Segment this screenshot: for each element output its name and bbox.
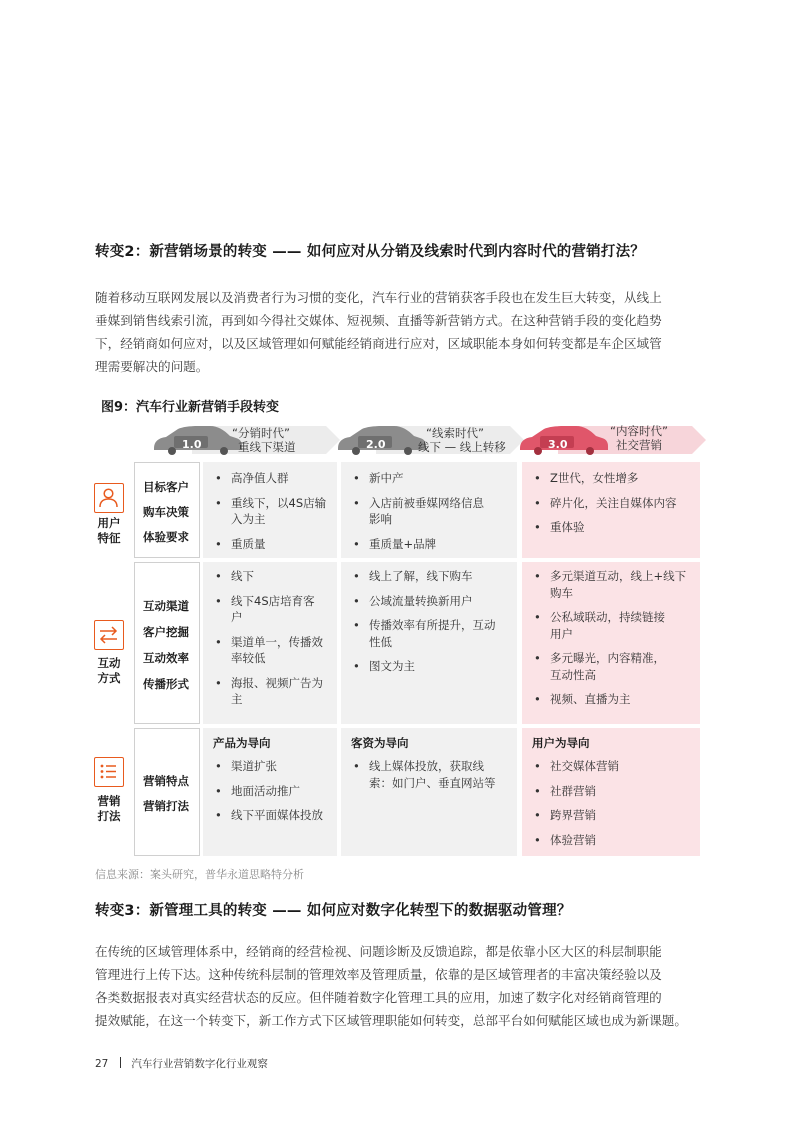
cell-era2-user [341,462,517,558]
section3-paragraph [95,940,703,1032]
footer-divider [120,1057,121,1068]
era-subtitle: 线下 — 线上转移 [418,440,506,454]
bullet-item: • 线下 [213,568,323,585]
cell-era3-interaction [522,562,700,724]
bullet-item: • 重线下，以4S店输入为主 [213,495,331,528]
bullet-item: • 社交媒体营销 [532,758,694,775]
para-line: 随着移动互联网发展以及消费者行为习惯的变化，汽车行业的营销获客手段也在发生巨大转变，从线上 [95,290,662,305]
figure-source: 信息来源：案头研究，普华永道思略特分析 [95,868,304,881]
para-line: 各类数据报表对真实经营状态的反应。但伴随着数字化管理工具的应用，加速了数字化对经销商管理的 [95,990,662,1005]
section2-paragraph [95,286,703,378]
era-header-2 [336,424,526,456]
bullet-item: • 重体验 [532,519,694,536]
para-line: 在传统的区域管理体系中，经销商的经营检视、问题诊断及反馈追踪，都是依靠小区大区的科层制职能 [95,944,662,959]
cell-era3-user [522,462,700,558]
exchange-icon-box [94,620,124,650]
dimension-item: 传播形式 [143,677,189,691]
para-line: 提效赋能，在这一个转变下，新工作方式下区域管理职能如何转变，总部平台如何赋能区域也成为新课题。 [95,1013,687,1028]
dimension-item: 目标客户 [143,480,189,494]
bullet-item: • 重质量 [213,536,331,553]
bullet-item: • 渠道单一，传播效率较低 [213,634,323,667]
section3-heading: 转变3：新管理工具的转变 —— 如何应对数字化转型下的数据驱动管理？ [95,903,572,919]
figure-title: 图9：汽车行业新营销手段转变 [101,400,280,415]
bullet-item: • 公私域联动，持续链接用户 [532,609,672,642]
dimension-item: 体验要求 [143,530,189,544]
bullet-item: • 线下平面媒体投放 [213,807,331,824]
dimension-box [134,728,200,856]
row-label-interaction [94,656,124,686]
bullet-item: • 入店前被垂媒网络信息影响 [351,495,491,528]
bullet-item: • 跨界营销 [532,807,694,824]
bullet-item: • 新中产 [351,470,511,487]
footer-title: 汽车行业营销数字化行业观察 [131,1058,268,1070]
era-quote: “线索时代” [426,426,484,440]
row-label-line: 特征 [97,531,121,545]
bullet-item: • 公域流量转换新用户 [351,593,503,610]
row-label-line: 互动 [97,656,121,670]
era-number: 3.0 [548,438,568,451]
era-quote: “分销时代” [232,426,290,440]
bullet-item: • 线上了解，线下购车 [351,568,503,585]
dimension-item: 营销打法 [143,799,189,813]
cell-era1-marketing [203,728,337,856]
era-quote: “内容时代” [610,424,668,438]
bullet-item: • 地面活动推广 [213,783,331,800]
bullet-item: • 渠道扩张 [213,758,331,775]
row-label-marketing [94,794,124,824]
cell-era2-marketing [341,728,517,856]
row-label-line: 打法 [97,809,121,823]
dimension-item: 营销特点 [143,774,189,788]
bullet-item: • 重质量+品牌 [351,536,511,553]
bullet-item: • 多元曝光，内容精准，互动性高 [532,650,672,683]
para-line: 理需要解决的问题。 [95,359,209,374]
cell-heading: 产品为导向 [213,736,271,750]
bullet-item: • 体验营销 [532,832,694,849]
row-label-user [94,516,124,546]
bullet-item: • 海报、视频广告为主 [213,675,323,708]
cell-era3-marketing [522,728,700,856]
bullet-item: • 多元渠道互动，线上+线下购车 [532,568,690,601]
era-header-3 [518,424,708,456]
section2-heading: 转变2：新营销场景的转变 —— 如何应对从分销及线索时代到内容时代的营销打法？ [95,244,645,260]
dimension-box [134,462,200,558]
era-number: 2.0 [366,438,386,451]
cell-heading: 用户为导向 [532,736,590,750]
row-label-line: 用户 [97,516,121,530]
era-subtitle: 社交营销 [616,438,662,452]
bullet-item: • 图文为主 [351,658,503,675]
bullet-item: • 线下4S店培育客户 [213,593,323,626]
dimension-item: 客户挖掘 [143,625,189,639]
para-line: 下，经销商如何应对，以及区域管理如何赋能经销商进行应对，区域职能本身如何转变都是车企区域管 [95,336,662,351]
page-footer [95,1056,268,1071]
row-label-line: 方式 [97,671,121,685]
list-icon-box [94,757,124,787]
cell-era1-interaction [203,562,337,724]
dimension-item: 购车决策 [143,505,189,519]
bullet-item: • 碎片化，关注自媒体内容 [532,495,694,512]
era-number: 1.0 [182,438,202,451]
era-header-1 [152,424,342,456]
bullet-item: • 传播效率有所提升，互动性低 [351,617,503,650]
user-icon [95,484,122,511]
bullet-item: • 高净值人群 [213,470,331,487]
dimension-item: 互动效率 [143,651,189,665]
para-line: 管理进行上传下达。这种传统科层制的管理效率及管理质量，依靠的是区域管理者的丰富决策经验以及 [95,967,662,982]
page-number: 27 [95,1058,109,1070]
cell-heading: 客资为导向 [351,736,409,750]
row-label-line: 营销 [97,794,121,808]
dimension-box [134,562,200,724]
bullet-item: • 视频、直播为主 [532,691,690,708]
bullet-item: • 线上媒体投放，获取线索：如门户、垂直网站等 [351,758,503,791]
era-subtitle: 重线下渠道 [238,440,296,454]
cell-era1-user [203,462,337,558]
exchange-arrows-icon [95,621,122,648]
list-icon [95,758,122,785]
dimension-item: 互动渠道 [143,599,189,613]
bullet-item: • 社群营销 [532,783,694,800]
para-line: 垂媒到销售线索引流，再到如今得社交媒体、短视频、直播等新营销方式。在这种营销手段的变化趋势 [95,313,662,328]
user-icon-box [94,483,124,513]
cell-era2-interaction [341,562,517,724]
bullet-item: • Z世代，女性增多 [532,470,694,487]
